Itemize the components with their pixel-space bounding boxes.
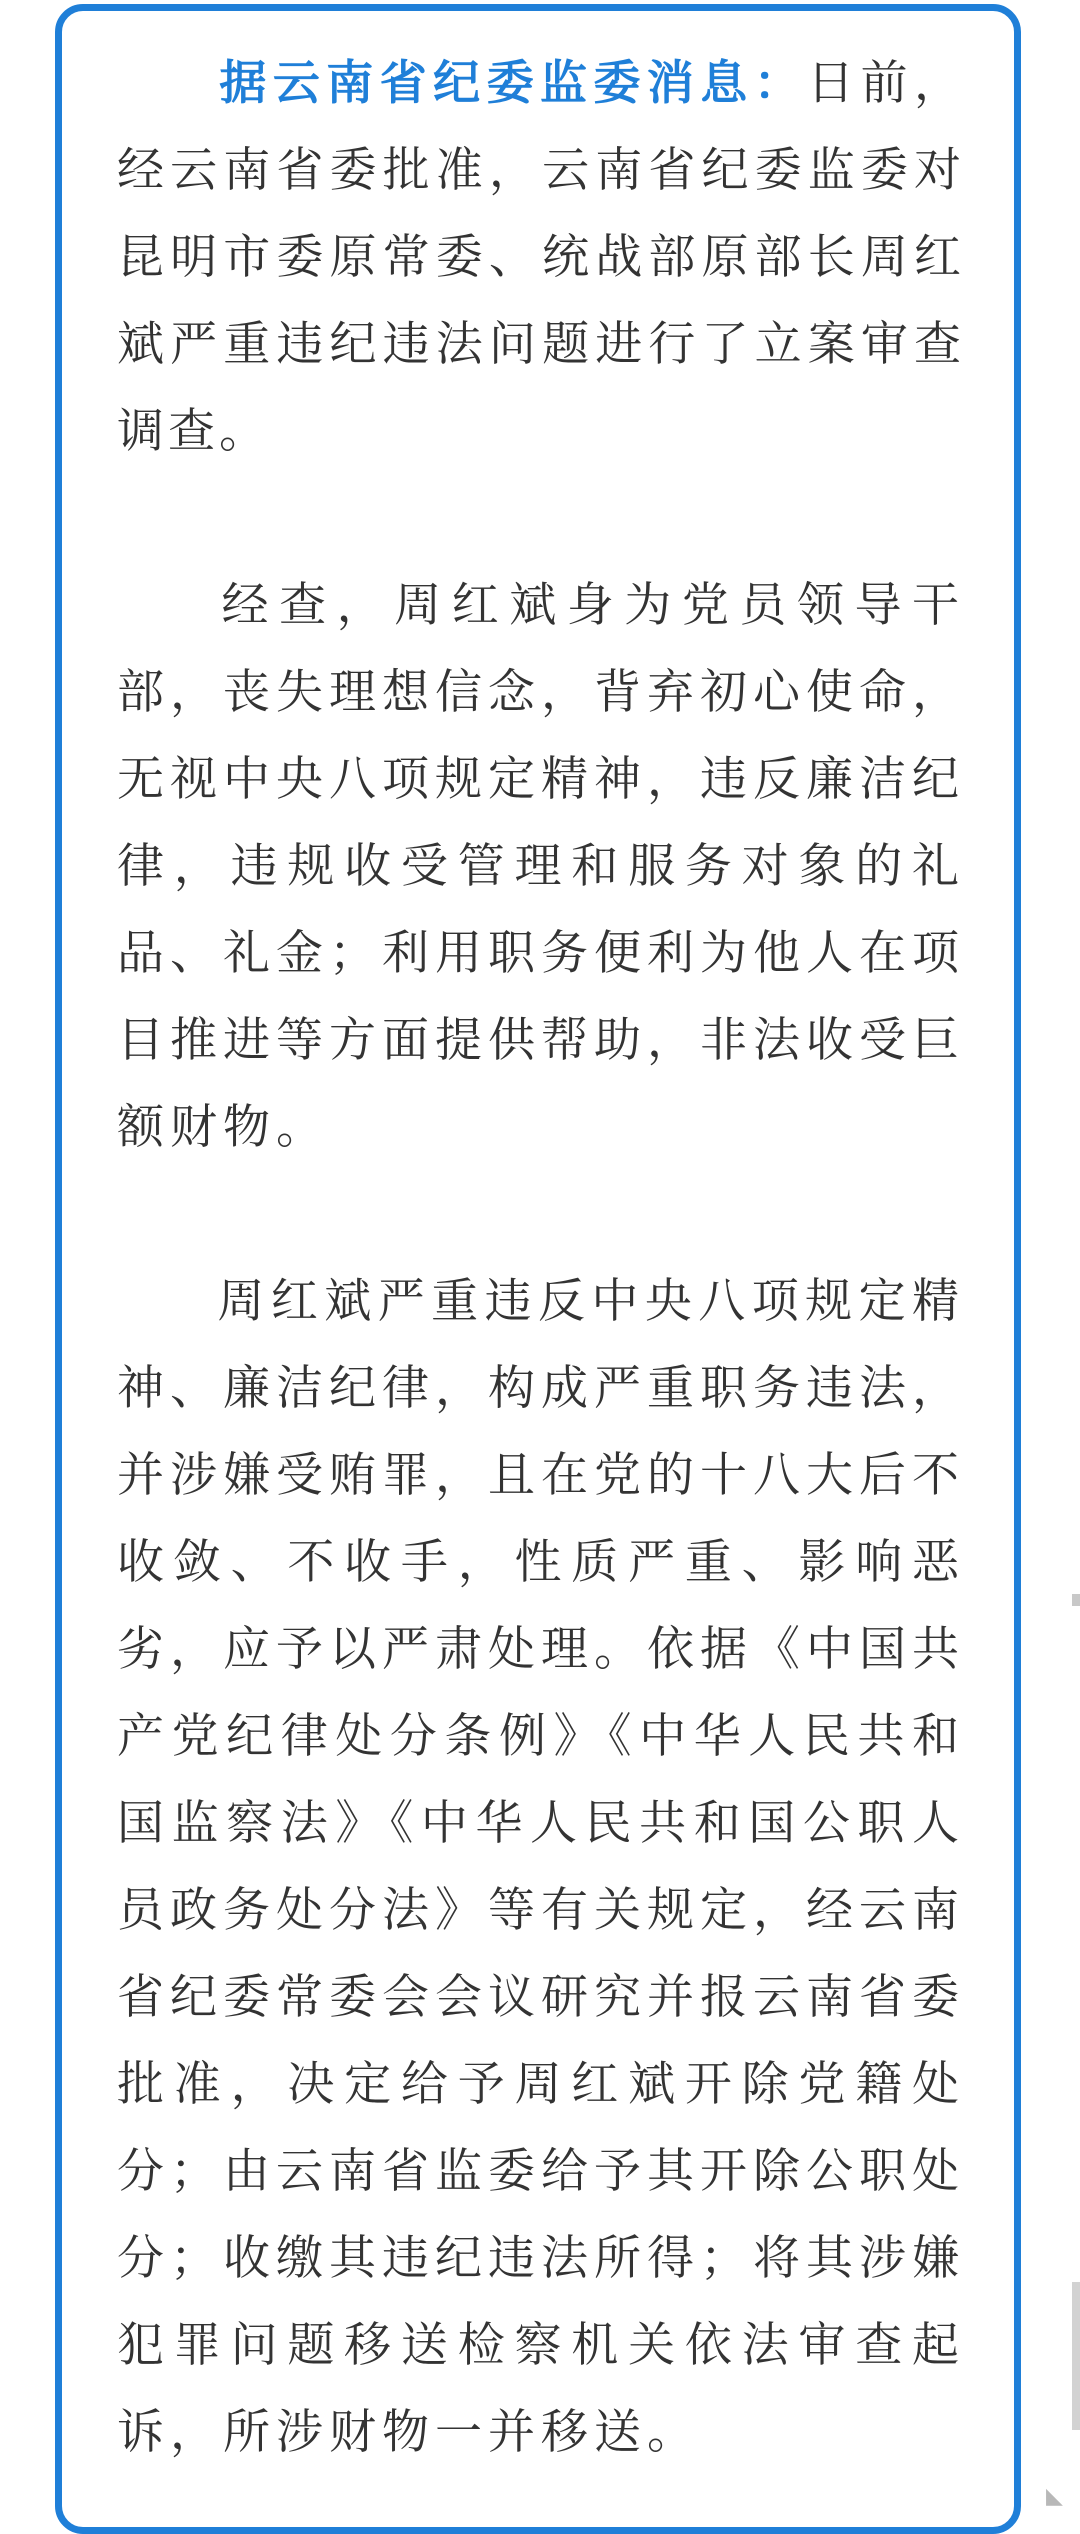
scrollbar-thumb[interactable] [1072, 2282, 1080, 2430]
paragraph-1 [117, 40, 965, 475]
article-body [117, 40, 965, 2476]
source-lead: 据云南省纪委监委消息： [217, 56, 808, 111]
paragraph-3 [117, 1258, 965, 2476]
paragraph-3-text: 周红斌严重违反中央八项规定精神、廉洁纪律，构成严重职务违法，并涉嫌受贿罪，且在党的十八大后不收敛、不收手，性质严重、影响恶劣，应予以严肃处理。依据《中国共产党纪律处分条例》《中华人民共和国监察法》《中华人民共和国公职人员政务处分法》等有关规定，经云南省纪委常委会会议研究并报云南省委批准，决定给予周红斌开除党籍处分；由云南省监委给予其开除公职处分；收缴其违纪违法所得；将其涉嫌犯罪问题移送检察机关依法审查起诉，所涉财物一并移送。 [117, 1274, 965, 2460]
corner-decoration-icon: ◣ [1046, 2484, 1063, 2509]
paragraph-2 [117, 562, 965, 1171]
scroll-indicator-small [1072, 1594, 1080, 1606]
paragraph-2-text: 经查，周红斌身为党员领导干部，丧失理想信念，背弃初心使命，无视中央八项规定精神，违反廉洁纪律，违规收受管理和服务对象的礼品、礼金；利用职务便利为他人在项目推进等方面提供帮助，非法收受巨额财物。 [117, 578, 965, 1155]
paragraph-1-text: 日前，经云南省委批准，云南省纪委监委对昆明市委原常委、统战部原部长周红斌严重违纪违法问题进行了立案审查调查。 [117, 56, 966, 459]
